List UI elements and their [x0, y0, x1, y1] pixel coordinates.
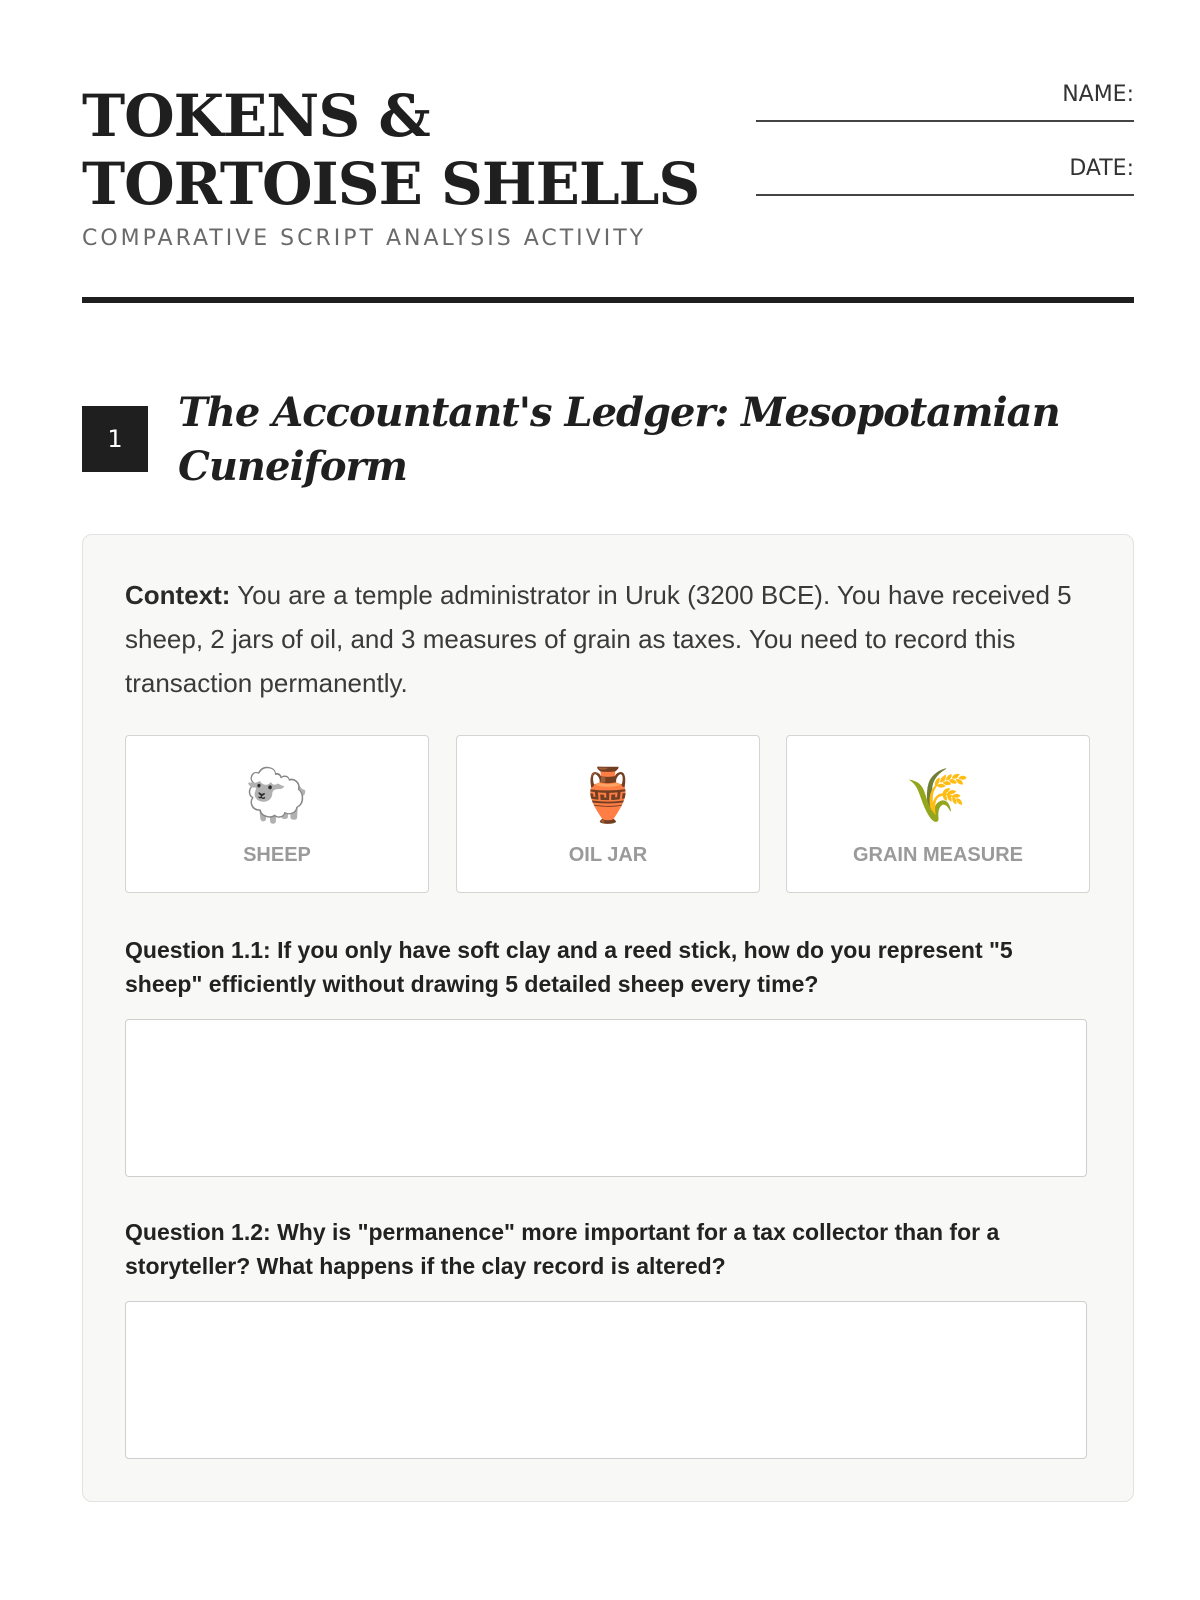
date-field-group — [756, 154, 1134, 196]
date-label: DATE: — [1069, 156, 1134, 181]
worksheet-title: TOKENS & TORTOISE SHELLS — [82, 82, 700, 218]
item-label: GRAIN MEASURE — [852, 844, 1023, 866]
context-text: You are a temple administrator in Uruk (3200 BCE). You have received 5 sheep, 2 jars of oil, and 3 measures of grain as taxes. You need to record this transaction permanently. — [125, 580, 1072, 698]
answer-1-1-input[interactable] — [125, 1019, 1087, 1177]
context-paragraph — [125, 573, 1085, 705]
worksheet-subtitle: COMPARATIVE SCRIPT ANALYSIS ACTIVITY — [82, 226, 647, 251]
section-title: The Accountant's Ledger: Mesopotamian Cuneiform — [178, 389, 1060, 490]
name-label: NAME: — [1062, 82, 1134, 107]
rice-plant-icon: 🌾 — [905, 767, 971, 825]
amphora-icon: 🏺 — [575, 767, 641, 825]
sheep-icon: 🐑 — [244, 767, 310, 825]
item-card-oil-jar — [456, 735, 760, 893]
item-label: OIL JAR — [568, 844, 648, 866]
context-label: Context: — [125, 580, 231, 610]
section-card — [82, 534, 1134, 1502]
date-write-line[interactable] — [756, 194, 1134, 196]
item-label: SHEEP — [243, 844, 311, 866]
worksheet-page — [82, 0, 1134, 1279]
worksheet-header — [82, 0, 1134, 304]
answer-1-2-input[interactable] — [125, 1301, 1087, 1459]
item-cards-row — [125, 735, 1091, 893]
question-1-1: Question 1.1: If you only have soft clay and a reed stick, how do you represent "5 sheep" efficiently without drawing 5 detailed sheep every time? — [125, 937, 1013, 997]
question-1-2: Question 1.2: Why is "permanence" more important for a tax collector than for a storyteller? What happens if the clay record is altered? — [125, 1219, 1000, 1279]
item-card-sheep — [125, 735, 429, 893]
header-divider — [82, 297, 1134, 303]
item-card-grain-measure — [786, 735, 1090, 893]
name-field-group — [756, 80, 1134, 122]
name-write-line[interactable] — [756, 120, 1134, 122]
section-number-badge: 1 — [82, 406, 148, 472]
